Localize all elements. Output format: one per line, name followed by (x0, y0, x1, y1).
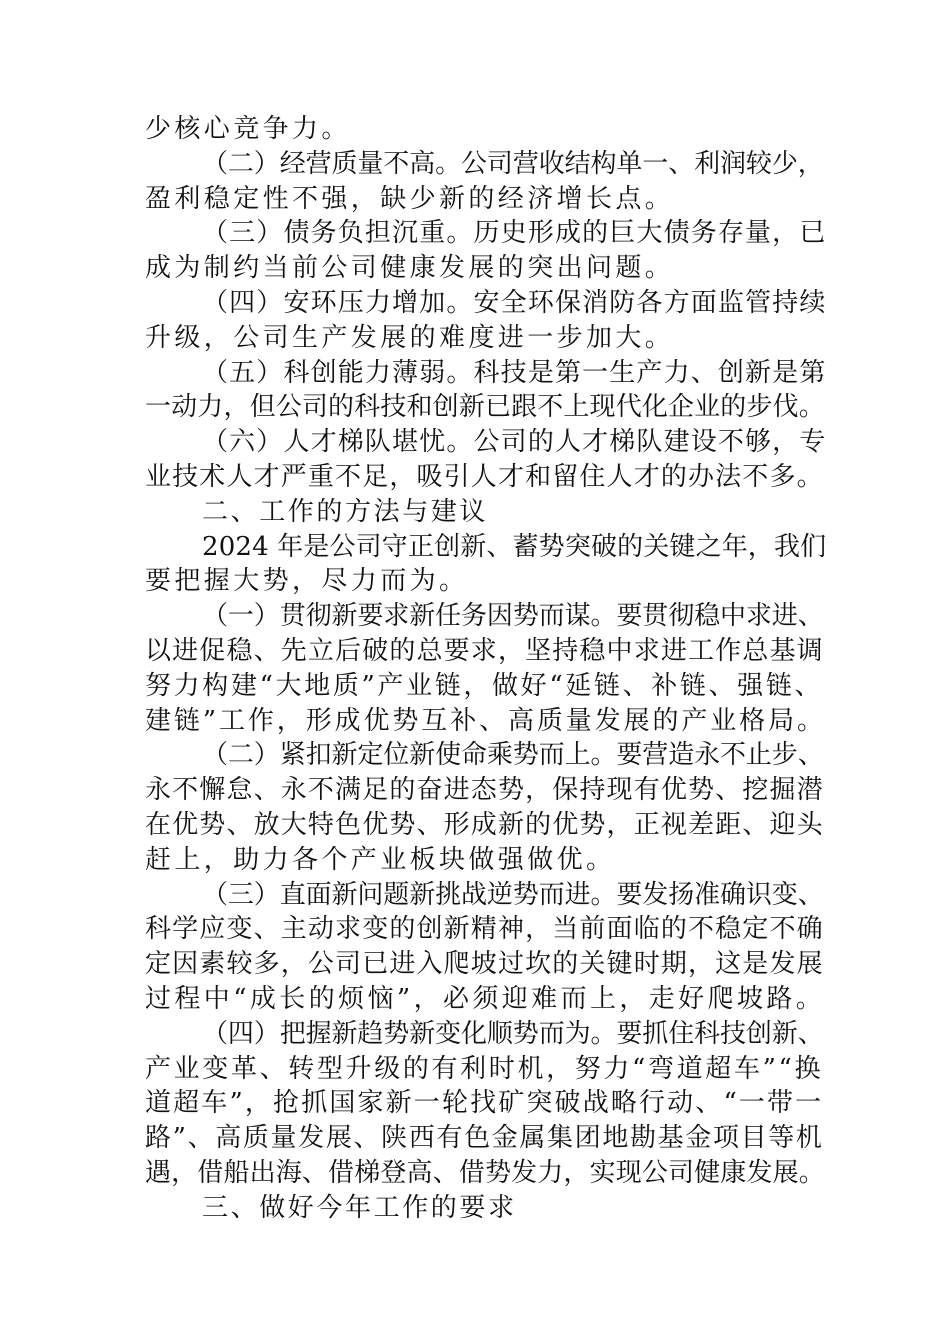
line-text: 安全环保消防各方面监管持续 (473, 287, 827, 318)
subsection-lead: （三）债务负担沉重。 (202, 218, 474, 249)
paragraph-line (145, 738, 827, 773)
paragraph-line: 永不懈怠、永不满足的奋进态势，保持现有优势、挖掘潜 (145, 775, 824, 806)
paragraph-line: 一动力，但公司的科技和创新已跟不上现代化企业的步伐。 (145, 392, 825, 423)
paragraph-line: 赶上，助力各个产业板块做强做优。 (145, 844, 616, 875)
paragraph-line: 产业变革、转型升级的有利时机，努力“弯道超车”“换 (145, 1053, 824, 1084)
subsection-lead: （一）贯彻新要求新任务因势而谋。 (202, 601, 617, 632)
section-heading: 三、做好今年工作的要求 (202, 1192, 517, 1223)
line-text: 科技是第一生产力、创新是第 (473, 357, 827, 388)
paragraph-line: 遇，借船出海、借梯登高、借势发力，实现公司健康发展。 (145, 1157, 825, 1188)
paragraph-line: 2024 年是公司守正创新、蓄势突破的关键之年，我们 (202, 531, 827, 562)
paragraph-line: 成为制约当前公司健康发展的突出问题。 (145, 253, 675, 284)
paragraph-line (145, 356, 827, 391)
line-text: 要营造永不止步、 (616, 740, 824, 771)
subsection-lead: （二）紧扣新定位新使命乘势而上。 (202, 740, 617, 771)
paragraph-line (145, 147, 827, 182)
subsection-lead: （三）直面新问题新挑战逆势而进。 (202, 879, 617, 910)
subsection-lead: （五）科创能力薄弱。 (202, 357, 474, 388)
line-text: 公司营收结构单一、利润较少， (461, 148, 824, 179)
paragraph-line: 建链”工作，形成优势互补、高质量发展的产业格局。 (145, 705, 826, 736)
line-text: 历史形成的巨大债务存量，已 (473, 218, 827, 249)
paragraph-line (145, 216, 827, 251)
paragraph-line: 努力构建“大地质”产业链，做好“延链、补链、强链、 (145, 670, 824, 701)
paragraph-line: 少核心竞争力。 (145, 114, 351, 144)
paragraph-line (145, 599, 827, 634)
paragraph-line (145, 878, 827, 913)
section-heading: 二、工作的方法与建议 (202, 496, 489, 527)
paragraph-line: 科学应变、主动求变的创新精神，当前面临的不稳定不确 (145, 914, 824, 945)
paragraph-line: 在优势、放大特色优势、形成新的优势，正视差距、迎头 (145, 809, 824, 840)
paragraph-line: 业技术人才严重不足，吸引人才和留住人才的办法不多。 (145, 461, 824, 492)
subsection-lead: （四）把握新趋势新变化顺势而为。 (202, 1018, 617, 1049)
paragraph-line: 升级，公司生产发展的难度进一步加大。 (145, 322, 675, 353)
paragraph-line: 盈利稳定性不强，缺少新的经济增长点。 (145, 183, 675, 214)
line-text: 要贯彻稳中求进、 (616, 601, 824, 632)
subsection-lead: （二）经营质量不高。 (202, 148, 462, 179)
paragraph-line: 要把握大势，尽力而为。 (145, 566, 469, 597)
paragraph-line (145, 286, 827, 321)
subsection-lead: （六）人才梯队堪忧。 (202, 427, 474, 458)
paragraph-line: 定因素较多，公司已进入爬坡过坎的关键时期，这是发展 (145, 949, 824, 980)
line-text: 要抓住科技创新、 (616, 1018, 824, 1049)
paragraph-line: 以进促稳、先立后破的总要求，坚持稳中求进工作总基调 (145, 635, 824, 666)
line-text: 要发扬准确识变、 (616, 879, 824, 910)
document-page (145, 112, 827, 1226)
paragraph-line (145, 1017, 827, 1052)
subsection-lead: （四）安环压力增加。 (202, 287, 474, 318)
line-text: 公司的人才梯队建设不够，专 (473, 427, 827, 458)
paragraph-line: 道超车”，抢抓国家新一轮找矿突破战略行动、“一带一 (145, 1088, 824, 1119)
paragraph-line: 过程中“成长的烦恼”，必须迎难而上，走好爬坡路。 (145, 983, 826, 1014)
paragraph-line (145, 425, 827, 460)
paragraph-line: 路”、高质量发展、陕西有色金属集团地勘基金项目等机 (145, 1123, 824, 1154)
